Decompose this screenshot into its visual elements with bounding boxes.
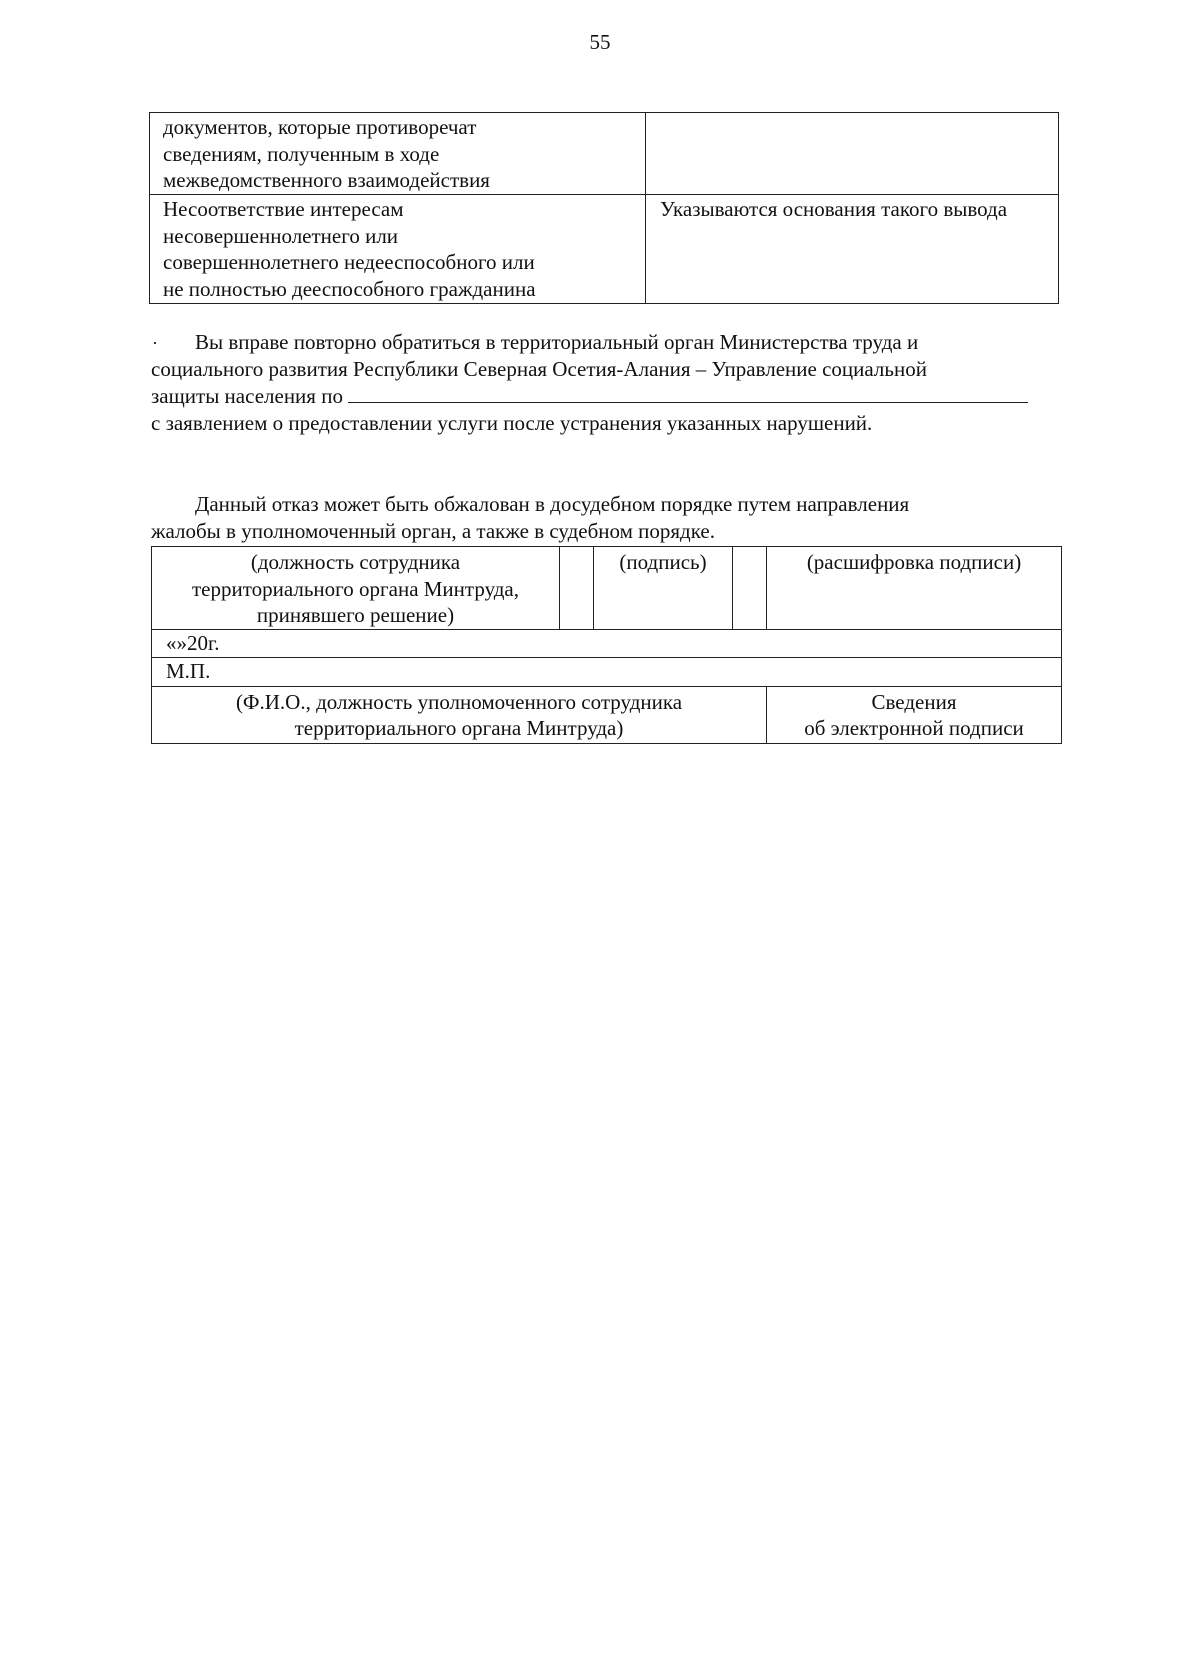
reason-line: Несоответствие интересам: [163, 197, 404, 221]
spacer-cell: [733, 547, 767, 630]
seal-cell: М.П.: [152, 657, 1062, 686]
esig-line: об электронной подписи: [804, 716, 1024, 740]
paragraph-line: Вы вправе повторно обратиться в территориальный орган Министерства труда и: [195, 330, 919, 354]
reason-line: документов, которые противоречат: [163, 115, 477, 139]
table-row: [150, 195, 1059, 304]
position-line: территориального органа Минтруда,: [192, 576, 519, 601]
paragraph-line: с заявлением о предоставлении услуги после устранения указанных нарушений.: [151, 410, 873, 435]
spacer-cell: [560, 547, 594, 630]
paragraph-line: Данный отказ может быть обжалован в досудебном порядке путем направления: [195, 492, 910, 516]
official-cell: [152, 686, 767, 743]
explanation-cell: Указываются основания такого вывода: [646, 195, 1059, 304]
signature-table: [151, 546, 1062, 744]
reason-line: сведениям, полученным в ходе: [163, 141, 440, 166]
table-row: [150, 113, 1059, 195]
reason-cell: [150, 113, 646, 195]
date-year-suffix: г.: [208, 631, 220, 655]
official-line: (Ф.И.О., должность уполномоченного сотрудника: [235, 689, 683, 714]
reason-line: межведомственного взаимодействия: [163, 168, 490, 192]
paragraph-line-with-blank: [151, 382, 1051, 410]
date-close-quote: »: [176, 631, 187, 655]
reapply-paragraph: [151, 329, 1051, 436]
paragraph-line: жалобы в уполномоченный орган, а также в судебном порядке.: [151, 518, 715, 543]
date-open-quote: «: [166, 631, 177, 655]
paragraph-line: социального развития Республики Северная Осетия-Алания – Управление социальной: [151, 356, 927, 381]
paragraph-line-prefix: защиты населения по: [151, 384, 343, 408]
signature-row: [152, 547, 1062, 630]
esig-line: Сведения: [871, 689, 957, 714]
position-line: принявшего решение): [256, 603, 455, 627]
signature-decoding-cell: (расшифровка подписи): [767, 547, 1062, 630]
appeal-notice-paragraph: [151, 491, 1051, 544]
refusal-reasons-table: [149, 112, 1059, 304]
reason-cell: [150, 195, 646, 304]
electronic-signature-cell: [767, 686, 1062, 743]
page-number: 55: [589, 30, 611, 54]
date-year-prefix: 20: [187, 631, 208, 655]
explanation-cell: [646, 113, 1059, 195]
fill-in-blank: [348, 382, 1028, 403]
position-line: (должность сотрудника: [250, 550, 461, 574]
date-row: [152, 630, 1062, 658]
official-row: [152, 686, 1062, 743]
reason-line: совершеннолетнего недееспособного или: [163, 250, 535, 274]
official-line: территориального органа Минтруда): [294, 716, 624, 740]
reason-line: несовершеннолетнего или: [163, 223, 399, 248]
signature-cell: (подпись): [594, 547, 733, 630]
reason-line: не полностью дееспособного гражданина: [163, 276, 536, 301]
position-cell: [152, 547, 560, 630]
date-cell: [152, 630, 1062, 658]
seal-row: [152, 657, 1062, 686]
